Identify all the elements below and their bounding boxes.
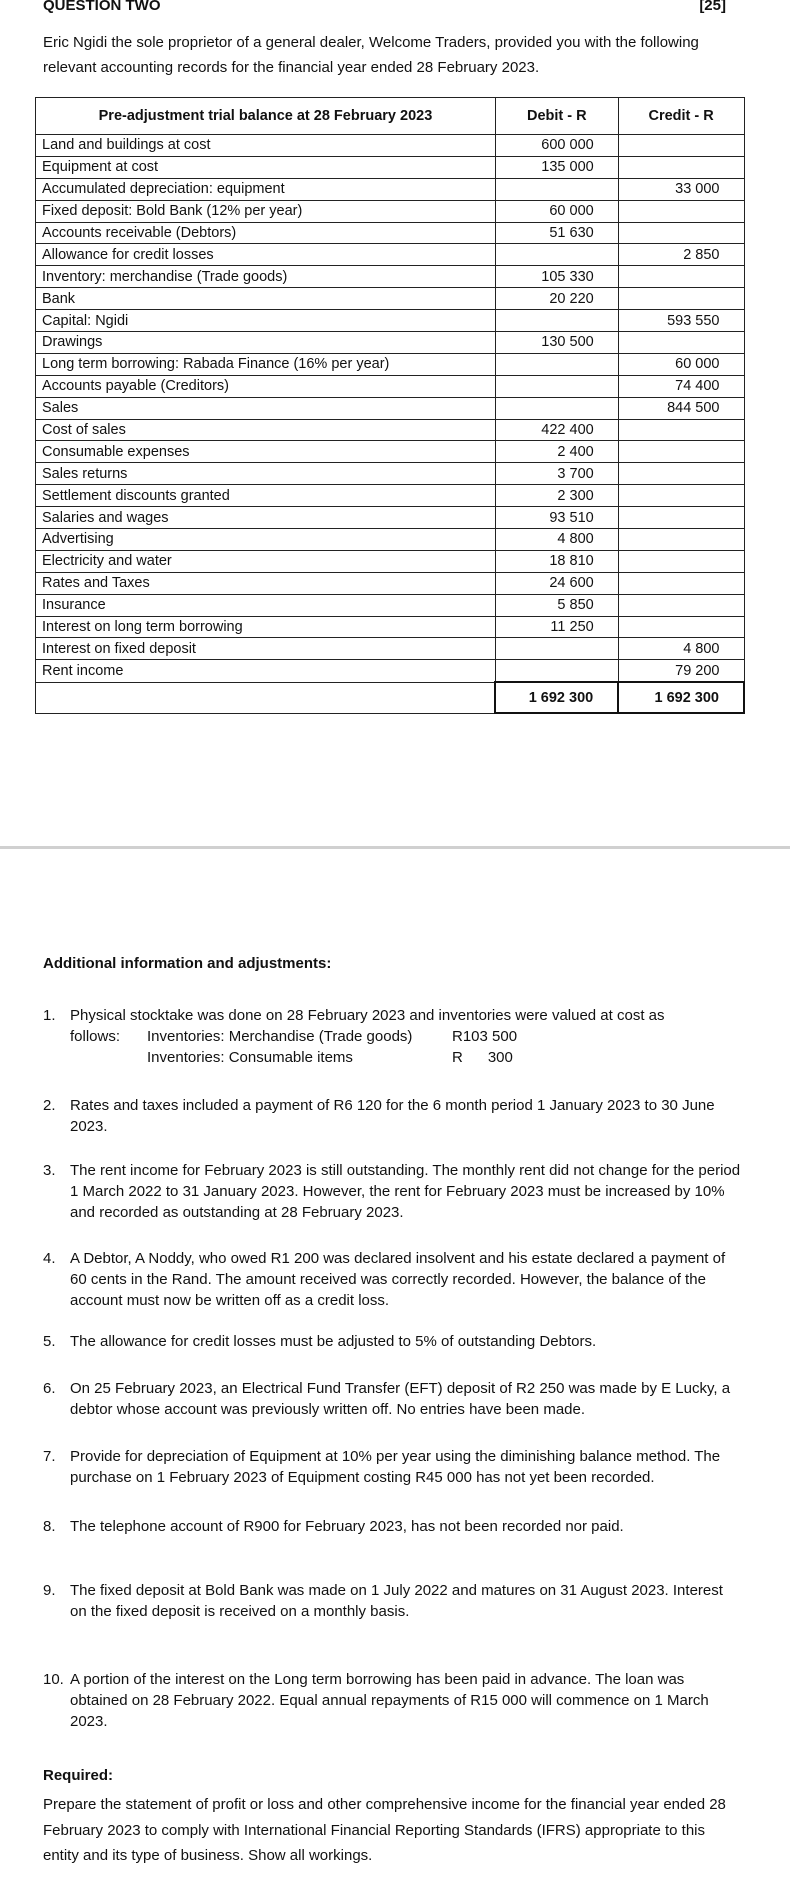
debit-cell: 600 000 [495, 135, 618, 157]
account-cell: Equipment at cost [36, 156, 496, 178]
debit-cell: 51 630 [495, 222, 618, 244]
trial-balance-row [36, 244, 745, 266]
adjustment-item [43, 1516, 743, 1537]
item-text: Provide for depreciation of Equipment at 10% per year using the diminishing balance method. The purchase on 1 February 2023 of Equipment costing R45 000 has not yet been recorded. [70, 1448, 721, 1486]
debit-cell [495, 397, 618, 419]
debit-cell: 11 250 [495, 616, 618, 638]
trial-balance-table [35, 97, 745, 714]
trial-balance-row [36, 397, 745, 419]
trial-balance-row [36, 156, 745, 178]
credit-cell [618, 594, 744, 616]
account-cell: Sales returns [36, 463, 496, 485]
trial-balance-row [36, 222, 745, 244]
credit-cell [618, 485, 744, 507]
debit-cell: 24 600 [495, 572, 618, 594]
adjustment-item [43, 1331, 743, 1352]
trial-balance-row [36, 529, 745, 551]
account-cell: Interest on fixed deposit [36, 638, 496, 660]
question-marks: [25] [699, 0, 726, 14]
debit-cell [495, 310, 618, 332]
credit-cell [618, 266, 744, 288]
debit-cell: 18 810 [495, 550, 618, 572]
account-cell: Rent income [36, 660, 496, 682]
intro-text: Eric Ngidi the sole proprietor of a general dealer, Welcome Traders, provided you with the following relevant accounting records for the financial year ended 28 February 2023. [43, 34, 699, 76]
debit-cell [495, 178, 618, 200]
debit-cell: 20 220 [495, 288, 618, 310]
account-cell: Sales [36, 397, 496, 419]
item-text: Physical stocktake was done on 28 February 2023 and inventories were valued at cost as [70, 1007, 665, 1024]
credit-cell [618, 222, 744, 244]
inventory-label: Inventories: Consumable items [147, 1049, 353, 1066]
credit-cell [618, 550, 744, 572]
item-text: The rent income for February 2023 is still outstanding. The monthly rent did not change for the period 1 March 2022 to 31 January 2023. However, the rent for February 2023 must be increased by 10% and recorded as outstanding at 28 February 2023. [70, 1162, 741, 1221]
totals-row [36, 682, 745, 713]
debit-cell: 3 700 [495, 463, 618, 485]
credit-cell [618, 332, 744, 354]
credit-cell: 60 000 [618, 353, 744, 375]
page-divider [0, 846, 790, 849]
item-number: 3. [43, 1162, 56, 1179]
trial-balance-row [36, 616, 745, 638]
credit-cell: 844 500 [618, 397, 744, 419]
account-cell: Capital: Ngidi [36, 310, 496, 332]
debit-cell: 130 500 [495, 332, 618, 354]
credit-cell: 4 800 [618, 638, 744, 660]
inventory-label: Inventories: Merchandise (Trade goods) [147, 1028, 413, 1045]
debit-cell: 135 000 [495, 156, 618, 178]
account-cell: Salaries and wages [36, 507, 496, 529]
item-text: Rates and taxes included a payment of R6 120 for the 6 month period 1 January 2023 to 30 June 2023. [70, 1097, 715, 1135]
adjustment-item [43, 1580, 743, 1622]
adjustment-item [43, 1005, 743, 1068]
inventory-value: R103 500 [452, 1028, 518, 1045]
item-number: 4. [43, 1250, 56, 1267]
account-cell: Fixed deposit: Bold Bank (12% per year) [36, 200, 496, 222]
trial-balance-row [36, 288, 745, 310]
header-account: Pre-adjustment trial balance at 28 February 2023 [36, 98, 496, 135]
account-cell: Advertising [36, 529, 496, 551]
inventory-value: R 300 [452, 1049, 513, 1066]
credit-cell [618, 463, 744, 485]
trial-balance-row [36, 419, 745, 441]
account-cell: Interest on long term borrowing [36, 616, 496, 638]
header-credit: Credit - R [618, 98, 744, 135]
question-header [43, 0, 726, 14]
trial-balance-row [36, 200, 745, 222]
trial-balance-row [36, 332, 745, 354]
item-number: 1. [43, 1007, 56, 1024]
credit-cell: 2 850 [618, 244, 744, 266]
credit-cell [618, 572, 744, 594]
account-cell: Settlement discounts granted [36, 485, 496, 507]
item-number: 7. [43, 1448, 56, 1465]
account-cell: Allowance for credit losses [36, 244, 496, 266]
credit-cell [618, 419, 744, 441]
trial-balance-row [36, 507, 745, 529]
credit-cell [618, 135, 744, 157]
trial-balance-row [36, 572, 745, 594]
account-cell: Accounts payable (Creditors) [36, 375, 496, 397]
credit-cell: 79 200 [618, 660, 744, 682]
account-cell: Accounts receivable (Debtors) [36, 222, 496, 244]
trial-balance-row [36, 660, 745, 682]
item-text: A portion of the interest on the Long term borrowing has been paid in advance. The loan was obtained on 28 February 2022. Equal annual repayments of R15 000 will commence on 1 March 2023. [70, 1671, 709, 1730]
credit-cell [618, 441, 744, 463]
trial-balance-row [36, 310, 745, 332]
credit-cell [618, 156, 744, 178]
account-cell: Accumulated depreciation: equipment [36, 178, 496, 200]
additional-heading: Additional information and adjustments: [43, 955, 332, 972]
debit-cell [495, 244, 618, 266]
trial-balance-row [36, 441, 745, 463]
adjustment-item [43, 1248, 743, 1311]
trial-balance-row [36, 135, 745, 157]
trial-balance-row [36, 594, 745, 616]
item-number: 10. [43, 1671, 64, 1688]
item-number: 5. [43, 1333, 56, 1350]
credit-cell: 33 000 [618, 178, 744, 200]
follows-label: follows: [70, 1028, 121, 1045]
debit-cell [495, 660, 618, 682]
credit-cell [618, 616, 744, 638]
account-cell: Consumable expenses [36, 441, 496, 463]
account-cell: Drawings [36, 332, 496, 354]
debit-cell: 2 400 [495, 441, 618, 463]
item-number: 6. [43, 1380, 56, 1397]
debit-cell: 5 850 [495, 594, 618, 616]
totals-label [36, 682, 496, 713]
trial-balance-row [36, 266, 745, 288]
trial-balance-row [36, 375, 745, 397]
adjustment-item [43, 1378, 743, 1420]
inventory-values [70, 1026, 743, 1068]
account-cell: Land and buildings at cost [36, 135, 496, 157]
item-text: On 25 February 2023, an Electrical Fund Transfer (EFT) deposit of R2 250 was made by E Lucky, a debtor whose account was previously written off. No entries have been made. [70, 1380, 731, 1418]
item-number: 2. [43, 1097, 56, 1114]
required-heading: Required: [43, 1767, 114, 1784]
item-text: A Debtor, A Noddy, who owed R1 200 was declared insolvent and his estate declared a payment of 60 cents in the Rand. The amount received was correctly recorded. However, the balance of the account must now be written off as a credit loss. [70, 1250, 726, 1309]
account-cell: Bank [36, 288, 496, 310]
debit-cell: 93 510 [495, 507, 618, 529]
account-cell: Electricity and water [36, 550, 496, 572]
header-debit: Debit - R [495, 98, 618, 135]
item-number: 9. [43, 1582, 56, 1599]
total-debit: 1 692 300 [495, 682, 618, 713]
account-cell: Rates and Taxes [36, 572, 496, 594]
credit-cell: 74 400 [618, 375, 744, 397]
debit-cell [495, 638, 618, 660]
trial-balance-row [36, 178, 745, 200]
debit-cell [495, 353, 618, 375]
required-text: Prepare the statement of profit or loss and other comprehensive income for the financial year ended 28 February 2023 to comply with International Financial Reporting Standards (IFRS) appropriate to this entity and its type of business. Show all workings. [43, 1796, 726, 1864]
debit-cell: 105 330 [495, 266, 618, 288]
credit-cell [618, 288, 744, 310]
adjustment-item [43, 1669, 743, 1732]
account-cell: Cost of sales [36, 419, 496, 441]
item-number: 8. [43, 1518, 56, 1535]
credit-cell: 593 550 [618, 310, 744, 332]
credit-cell [618, 529, 744, 551]
item-text: The allowance for credit losses must be adjusted to 5% of outstanding Debtors. [70, 1333, 597, 1350]
adjustment-item [43, 1095, 743, 1137]
account-cell: Insurance [36, 594, 496, 616]
item-text: The telephone account of R900 for February 2023, has not been recorded nor paid. [70, 1518, 624, 1535]
account-cell: Long term borrowing: Rabada Finance (16% per year) [36, 353, 496, 375]
debit-cell: 2 300 [495, 485, 618, 507]
trial-balance-row [36, 638, 745, 660]
adjustment-item [43, 1160, 743, 1223]
total-credit: 1 692 300 [618, 682, 744, 713]
item-text: The fixed deposit at Bold Bank was made on 1 July 2022 and matures on 31 August 2023. Interest on the fixed deposit is received on a monthly basis. [70, 1582, 723, 1620]
trial-balance-row [36, 353, 745, 375]
debit-cell: 4 800 [495, 529, 618, 551]
trial-balance-row [36, 485, 745, 507]
trial-balance-body [36, 135, 745, 683]
adjustment-item [43, 1446, 743, 1488]
debit-cell: 60 000 [495, 200, 618, 222]
debit-cell [495, 375, 618, 397]
trial-balance-row [36, 463, 745, 485]
debit-cell: 422 400 [495, 419, 618, 441]
account-cell: Inventory: merchandise (Trade goods) [36, 266, 496, 288]
credit-cell [618, 507, 744, 529]
credit-cell [618, 200, 744, 222]
trial-balance-row [36, 550, 745, 572]
question-title: QUESTION TWO [43, 0, 161, 14]
